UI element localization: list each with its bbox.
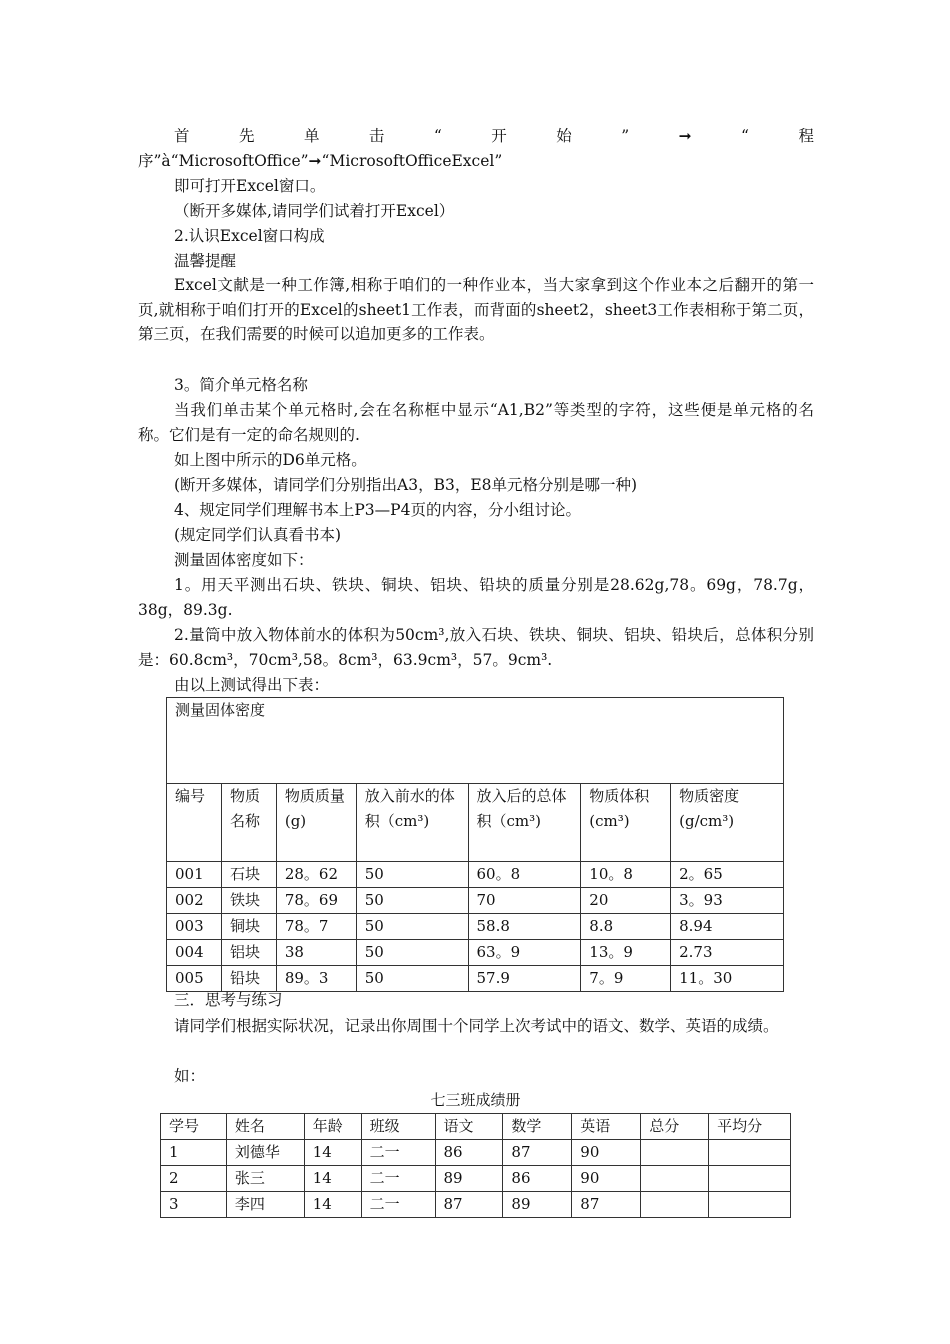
table-row bbox=[161, 1140, 791, 1166]
header-cell: 物质名称 bbox=[221, 784, 276, 862]
intro-line-3: 即可打开Excel窗口。 bbox=[174, 177, 326, 195]
header-cell: 物质体积(cm³) bbox=[581, 784, 671, 862]
table-row bbox=[167, 888, 784, 914]
table-cell: 2.73 bbox=[671, 940, 784, 966]
table-cell: 李四 bbox=[226, 1192, 304, 1218]
table-row bbox=[167, 914, 784, 940]
header-cell: 年龄 bbox=[304, 1114, 361, 1140]
note-line: (断开多媒体，请同学们分别指出A3，B3，E8单元格分别是哪一种) bbox=[174, 476, 638, 494]
table-cell: 二一 bbox=[361, 1140, 435, 1166]
table-cell: 铜块 bbox=[221, 914, 276, 940]
table-cell: 60。8 bbox=[468, 862, 581, 888]
header-cell: 物质密度(g/cm³) bbox=[671, 784, 784, 862]
table-cell: 3 bbox=[161, 1192, 227, 1218]
table-row bbox=[167, 940, 784, 966]
table-caption: 七三班成绩册 bbox=[430, 1091, 521, 1109]
table-cell: 87 bbox=[503, 1140, 572, 1166]
table-cell: 14 bbox=[304, 1192, 361, 1218]
table-title-row bbox=[167, 698, 784, 784]
table-cell: 刘德华 bbox=[226, 1140, 304, 1166]
table-cell: 13。9 bbox=[581, 940, 671, 966]
intro-line-2: 序”à“MicrosoftOffice”➞“MicrosoftOfficeExcel” bbox=[138, 152, 503, 170]
text-fragment: 先 bbox=[238, 127, 255, 145]
table-cell: 89 bbox=[503, 1192, 572, 1218]
header-cell: 放入前水的体积（cm³) bbox=[356, 784, 468, 862]
table-cell: 14 bbox=[304, 1140, 361, 1166]
table-cell bbox=[709, 1192, 791, 1218]
table-cell: 3。93 bbox=[671, 888, 784, 914]
table-cell: 70 bbox=[468, 888, 581, 914]
table-cell: 铝块 bbox=[221, 940, 276, 966]
paragraph-cell-name: 当我们单击某个单元格时,会在名称框中显示“A1,B2”等类型的字符，这些便是单元格的名称。它们是有一定的命名规则的. bbox=[138, 401, 814, 444]
table-cell: 铁块 bbox=[221, 888, 276, 914]
header-cell: 数学 bbox=[503, 1114, 572, 1140]
table-cell: 38 bbox=[276, 940, 356, 966]
table-cell: 90 bbox=[572, 1166, 641, 1192]
example-label: 如： bbox=[174, 1067, 206, 1085]
density-intro: 测量固体密度如下： bbox=[174, 551, 314, 569]
header-cell: 学号 bbox=[161, 1114, 227, 1140]
header-cell: 姓名 bbox=[226, 1114, 304, 1140]
table-intro: 由以上测试得出下表： bbox=[174, 676, 330, 694]
note-line: （断开多媒体,请同学们试着打开Excel） bbox=[174, 202, 455, 220]
table-cell bbox=[641, 1192, 709, 1218]
table-cell bbox=[709, 1166, 791, 1192]
table-cell bbox=[641, 1166, 709, 1192]
table-cell: 50 bbox=[356, 888, 468, 914]
table-cell: 63。9 bbox=[468, 940, 581, 966]
table-cell: 50 bbox=[356, 862, 468, 888]
table-cell: 86 bbox=[503, 1166, 572, 1192]
table-cell: 78。69 bbox=[276, 888, 356, 914]
table-header-row bbox=[167, 784, 784, 862]
note-line: (规定同学们认真看书本) bbox=[174, 526, 342, 544]
table-cell bbox=[641, 1140, 709, 1166]
table-cell: 50 bbox=[356, 940, 468, 966]
table-cell: 2。65 bbox=[671, 862, 784, 888]
text-fragment: “ bbox=[433, 127, 442, 145]
table-cell: 7。9 bbox=[581, 966, 671, 992]
table-cell: 87 bbox=[572, 1192, 641, 1218]
paragraph-volume: 2.量筒中放入物体前水的体积为50cm³,放入石块、铁块、铜块、铝块、铅块后，总体积分别是：60.8cm³，70cm³,58。8cm³，63.9cm³，57。9cm³. bbox=[138, 626, 814, 669]
table-cell: 14 bbox=[304, 1166, 361, 1192]
paragraph-exercise: 请同学们根据实际状况，记录出你周围十个同学上次考试中的语文、数学、英语的成绩。 bbox=[174, 1017, 779, 1035]
table-cell: 86 bbox=[435, 1140, 503, 1166]
table-header-row bbox=[161, 1114, 791, 1140]
header-cell: 放入后的总体积（cm³) bbox=[468, 784, 581, 862]
table-cell: 87 bbox=[435, 1192, 503, 1218]
intro-line-1 bbox=[174, 124, 814, 148]
table-cell: 8.8 bbox=[581, 914, 671, 940]
table-cell: 张三 bbox=[226, 1166, 304, 1192]
table-cell: 89 bbox=[435, 1166, 503, 1192]
paragraph-mass: 1。用天平测出石块、铁块、铜块、铝块、铅块的质量分别是28.62g,78。69g，78.7g，38g，89.3g. bbox=[138, 576, 814, 619]
table-cell: 二一 bbox=[361, 1192, 435, 1218]
header-cell: 总分 bbox=[641, 1114, 709, 1140]
table-cell: 78。7 bbox=[276, 914, 356, 940]
table-cell: 58.8 bbox=[468, 914, 581, 940]
table-cell: 8.94 bbox=[671, 914, 784, 940]
text-fragment: 击 bbox=[368, 127, 385, 145]
table-cell: 50 bbox=[356, 914, 468, 940]
text-fragment: 开 bbox=[491, 127, 507, 145]
table-row bbox=[167, 862, 784, 888]
table-cell: 二一 bbox=[361, 1166, 435, 1192]
text-fragment: 程 bbox=[798, 127, 814, 145]
table-cell: 004 bbox=[167, 940, 222, 966]
tip-heading: 温馨提醒 bbox=[174, 252, 237, 270]
text-fragment: “ bbox=[741, 127, 749, 145]
table-title: 测量固体密度 bbox=[167, 698, 784, 784]
table-cell: 005 bbox=[167, 966, 222, 992]
text-fragment: 始 bbox=[556, 127, 572, 145]
header-cell: 物质质量(g) bbox=[276, 784, 356, 862]
table-cell: 89。3 bbox=[276, 966, 356, 992]
table-cell: 50 bbox=[356, 966, 468, 992]
header-cell: 英语 bbox=[572, 1114, 641, 1140]
table-cell: 002 bbox=[167, 888, 222, 914]
table-cell: 001 bbox=[167, 862, 222, 888]
section-heading-practice: 三．思考与练习 bbox=[174, 991, 283, 1009]
table-cell: 28。62 bbox=[276, 862, 356, 888]
table-cell: 2 bbox=[161, 1166, 227, 1192]
table-row bbox=[161, 1166, 791, 1192]
text-fragment: ” bbox=[621, 127, 630, 145]
section-heading-3: 3。简介单元格名称 bbox=[174, 376, 308, 394]
header-cell: 编号 bbox=[167, 784, 222, 862]
table-cell: 90 bbox=[572, 1140, 641, 1166]
cell-example-line: 如上图中所示的D6单元格。 bbox=[174, 451, 367, 469]
header-cell: 语文 bbox=[435, 1114, 503, 1140]
table-cell: 11。30 bbox=[671, 966, 784, 992]
paragraph-workbook: Excel文献是一种工作簿,相称于咱们的一种作业本，当大家拿到这个作业本之后翻开的第一页,就相称于咱们打开的Excel的sheet1工作表，而背面的sheet2，sheet3工作表相称于第二页，第三页，在我们需要的时候可以追加更多的工作表。 bbox=[138, 276, 814, 343]
header-cell: 班级 bbox=[361, 1114, 435, 1140]
header-cell: 平均分 bbox=[709, 1114, 791, 1140]
table-row bbox=[161, 1192, 791, 1218]
text-fragment: 首 bbox=[174, 127, 190, 145]
table-cell: 石块 bbox=[221, 862, 276, 888]
table-cell: 1 bbox=[161, 1140, 227, 1166]
table-cell: 20 bbox=[581, 888, 671, 914]
table-cell: 003 bbox=[167, 914, 222, 940]
section-heading-2: 2.认识Excel窗口构成 bbox=[174, 227, 325, 245]
score-table bbox=[160, 1113, 791, 1218]
table-cell: 57.9 bbox=[468, 966, 581, 992]
table-cell bbox=[709, 1140, 791, 1166]
density-table bbox=[166, 697, 784, 992]
section-heading-4: 4、规定同学们理解书本上P3—P4页的内容，分小组讨论。 bbox=[174, 501, 581, 519]
text-fragment: 单 bbox=[303, 127, 320, 145]
table-cell: 10。8 bbox=[581, 862, 671, 888]
arrow-glyph: ➞ bbox=[678, 127, 692, 145]
table-cell: 铅块 bbox=[221, 966, 276, 992]
